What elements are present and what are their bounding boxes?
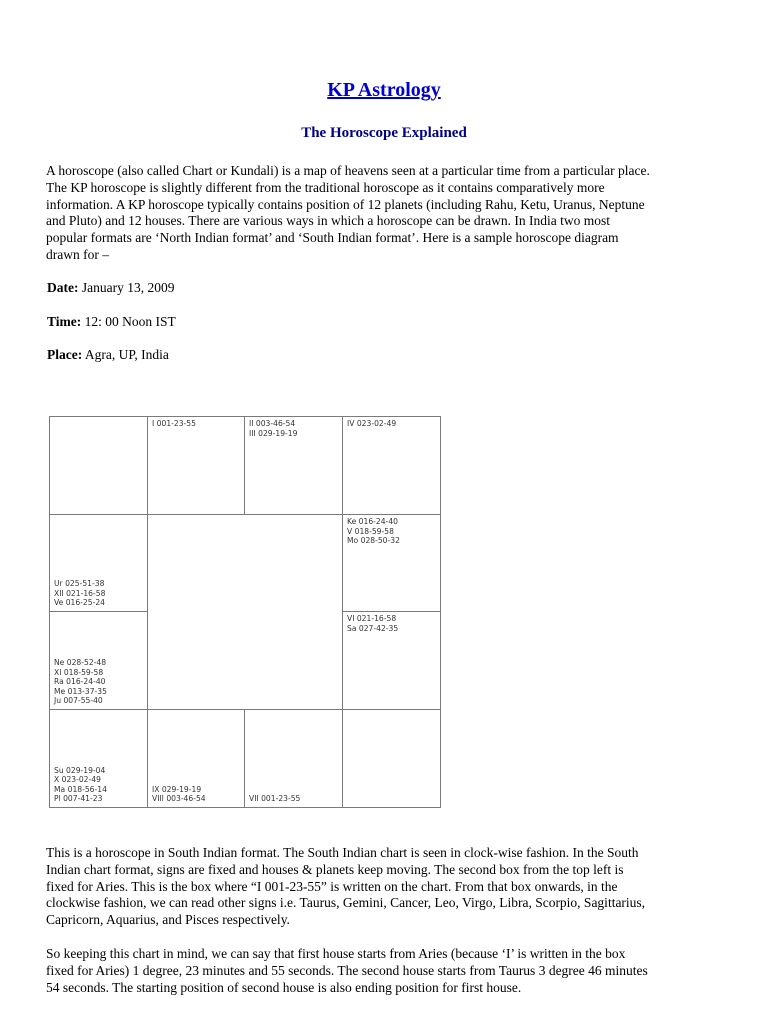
place-value: Agra, UP, India (84, 347, 169, 362)
cell-entry: X 023-02-49 (54, 775, 101, 785)
cell-entry: Ju 007-55-40 (54, 696, 103, 706)
explanation-line: Capricorn, Aquarius, and Pisces respectively. (46, 912, 290, 928)
cell-entry: Ur 025-51-38 (54, 579, 105, 589)
cell-content (54, 579, 105, 608)
explanation-paragraph (46, 845, 768, 929)
houses-line: So keeping this chart in mind, we can say that first house starts from Aries (because ‘I’ is written in the box (46, 946, 626, 961)
cell-content (347, 419, 396, 429)
time-label: Time: (47, 314, 82, 329)
explanation-line: Indian chart format, signs are fixed and houses & planets keep moving. The second box from the top left is (46, 861, 624, 877)
cell-content (152, 419, 196, 429)
chart-cell-cancer (343, 515, 440, 612)
date-label: Date: (47, 280, 79, 295)
chart-cell-gemini (343, 417, 440, 515)
chart-cell-pisces (50, 417, 148, 515)
cell-entry: Su 029-19-04 (54, 765, 106, 775)
cell-content (347, 517, 400, 546)
explanation-line: fixed for Aries. This is the box where “I 001-23-55” is written on the chart. From that box onwards, in the (46, 878, 618, 894)
houses-line: fixed for Aries) 1 degree, 23 minutes and 55 seconds. The second house starts from Taurus 3 degree 46 minutes (46, 962, 648, 978)
time-value: 12: 00 Noon IST (84, 314, 176, 329)
cell-content (249, 419, 297, 438)
cell-content (249, 794, 300, 804)
cell-entry: V 018-59-58 (347, 526, 394, 536)
cell-entry: Ke 016-24-40 (347, 517, 398, 526)
place-label: Place: (47, 347, 83, 362)
intro-line: popular formats are ‘North Indian format’ and ‘South Indian format’. Here is a sample horoscope diagram (46, 230, 619, 246)
cell-entry: I 001-23-55 (152, 419, 196, 428)
place-line (47, 347, 169, 363)
cell-entry: Ve 016-25-24 (54, 598, 105, 608)
chart-cell-libra (245, 710, 343, 807)
intro-line: drawn for – (46, 246, 109, 262)
cell-entry: II 003-46-54 (249, 419, 296, 428)
intro-line: information. A KP horoscope typically contains position of 12 planets (including Rahu, Ketu, Uranus, Neptune (46, 196, 645, 212)
cell-content (347, 614, 398, 633)
cell-entry: Pl 007-41-23 (54, 794, 103, 804)
cell-entry: VII 001-23-55 (249, 794, 301, 804)
intro-line: The KP horoscope is slightly different from the traditional horoscope as it contains comparatively more (46, 179, 605, 195)
explanation-line: This is a horoscope in South Indian format. The South Indian chart is seen in clock-wise fashion. In the South (46, 845, 639, 860)
chart-cell-aquarius (50, 515, 148, 612)
cell-content (152, 785, 206, 804)
page-subtitle: The Horoscope Explained (301, 125, 467, 141)
intro-paragraph (46, 163, 768, 264)
intro-line: A horoscope (also called Chart or Kundali) is a map of heavens seen at a particular time from a particular place. (46, 163, 650, 178)
date-value: January 13, 2009 (81, 280, 175, 295)
cell-content (54, 658, 107, 706)
chart-cell-virgo (343, 710, 440, 807)
cell-entry: VIII 003-46-54 (152, 794, 206, 804)
cell-entry: Sa 027-42-35 (347, 623, 399, 633)
cell-entry: IV 023-02-49 (347, 419, 397, 428)
chart-cell-scorpio (148, 710, 245, 807)
cell-entry: VI 021-16-58 (347, 614, 397, 623)
cell-entry: Ma 018-56-14 (54, 784, 107, 794)
chart-cell-leo (343, 612, 440, 710)
chart-cell-aries (148, 417, 245, 515)
cell-entry: Me 013-37-35 (54, 686, 107, 696)
cell-entry: IX 029-19-19 (152, 784, 202, 794)
time-line (47, 314, 176, 330)
chart-centre (148, 515, 343, 710)
chart-cell-sagittarius (50, 710, 148, 807)
houses-line: 54 seconds. The starting position of second house is also ending position for first house. (46, 979, 522, 995)
cell-entry: Mo 028-50-32 (347, 536, 400, 546)
page-title[interactable]: KP Astrology (327, 79, 441, 101)
intro-line: and Pluto) and 12 houses. There are various ways in which a horoscope can be drawn. In India two most (46, 213, 610, 229)
date-line (47, 280, 174, 296)
cell-entry: XII 021-16-58 (54, 588, 106, 598)
chart-cell-capricorn (50, 612, 148, 710)
houses-paragraph (46, 946, 768, 996)
cell-content (54, 766, 107, 804)
chart-cell-taurus (245, 417, 343, 515)
explanation-line: clockwise fashion, we can read other signs i.e. Taurus, Gemini, Cancer, Leo, Virgo, Libra, Scorpio, Sagittarius, (46, 895, 646, 911)
cell-entry: Ra 016-24-40 (54, 677, 106, 687)
cell-entry: XI 018-59-58 (54, 667, 104, 677)
cell-entry: Ne 028-52-48 (54, 658, 107, 668)
horoscope-chart (49, 416, 441, 808)
cell-entry: III 029-19-19 (249, 428, 298, 438)
